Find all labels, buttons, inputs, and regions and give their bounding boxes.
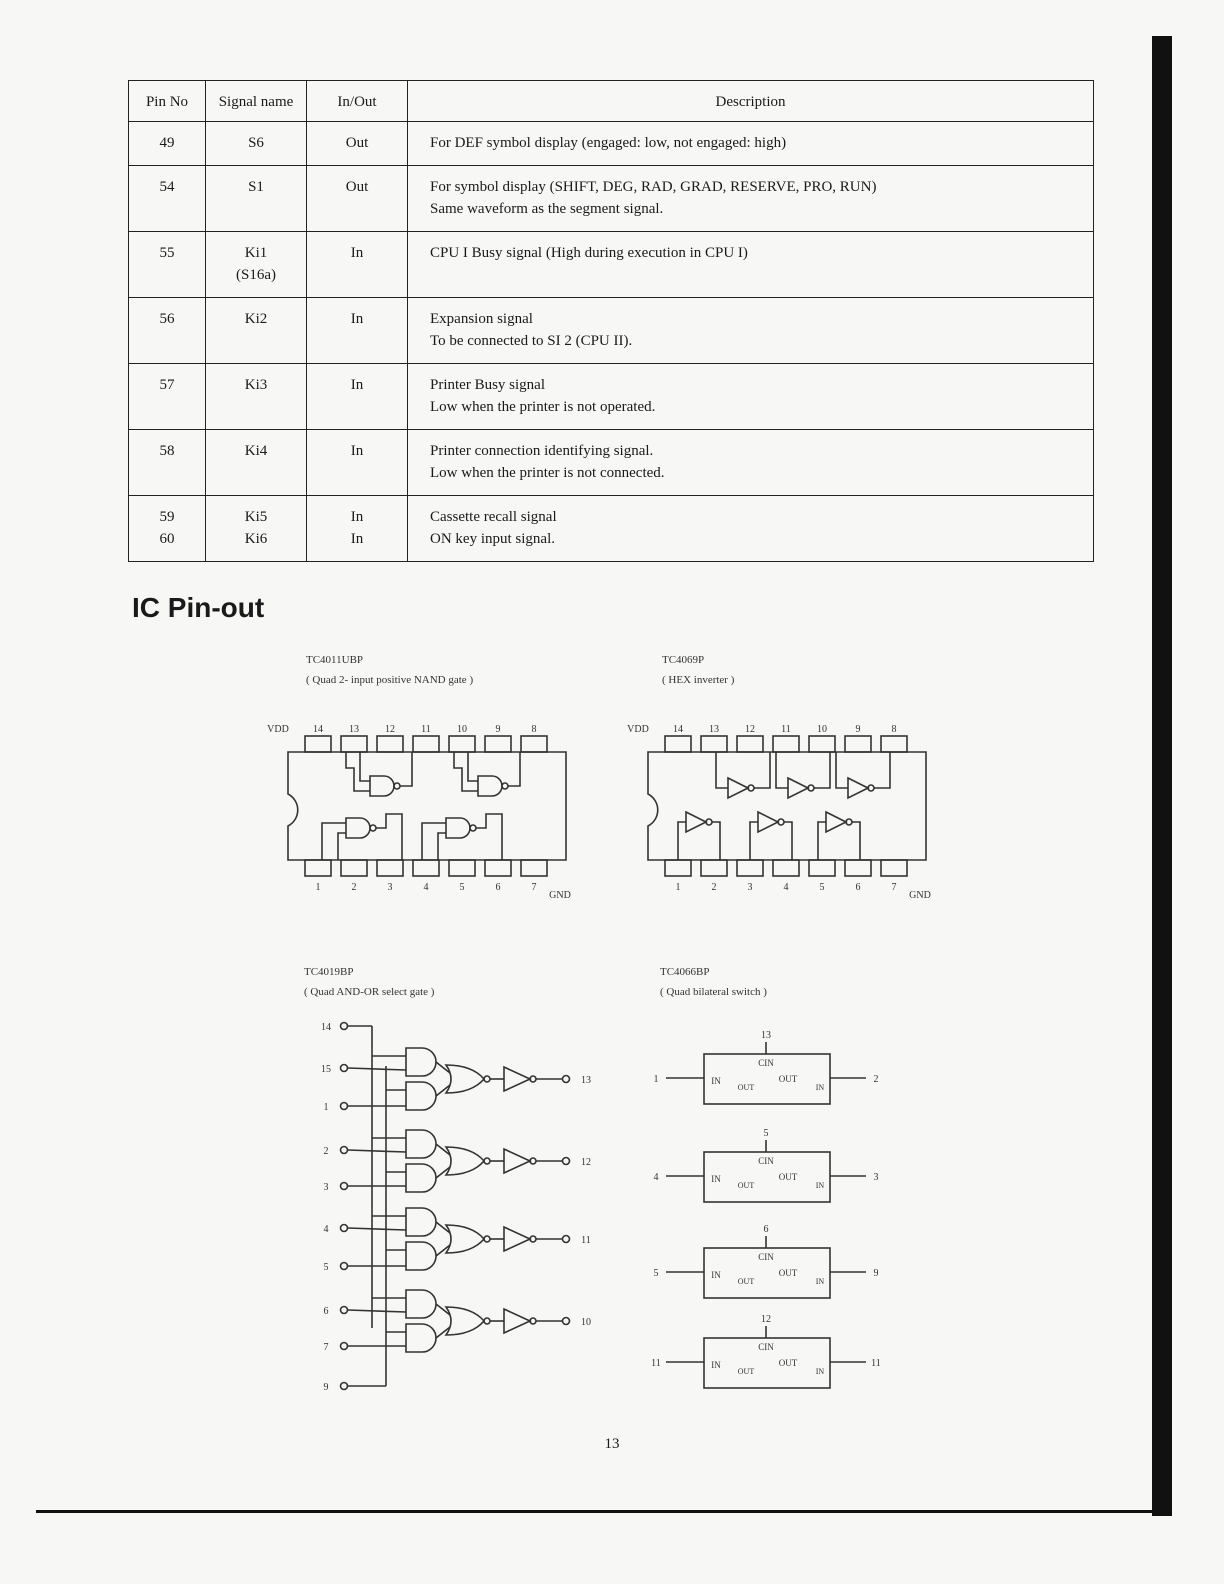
pin-number-top: 9 [855,724,861,735]
pin-number-top: 8 [891,724,897,735]
gnd-label: GND [549,890,571,901]
wire [836,752,848,788]
pin-number-bottom: 5 [819,882,825,893]
cell-text: S1 [248,179,264,195]
ic-label-andor [304,962,434,1002]
cell-signal-name [206,166,307,232]
cell-pin-no [129,364,206,430]
cin-label: CIN [758,1156,774,1166]
pin-number-top: 10 [457,724,467,735]
cell-in-out [307,298,408,364]
header-pin-no: Pin No [129,81,206,122]
wire [346,752,370,791]
input-terminal [341,1307,348,1314]
out-label-right: OUT [778,1268,798,1278]
cell-pin-no [129,232,206,298]
input-terminal [341,1183,348,1190]
ic-part-number: TC4019BP [304,966,354,978]
buffer-inverter [504,1067,530,1091]
table-row [129,232,1094,298]
wire [438,833,446,860]
in-label-right: IN [815,1083,825,1092]
cell-text: In [350,377,364,393]
input-terminal [341,1147,348,1154]
pin-number-top: 13 [709,724,719,735]
cell-description [408,496,1094,562]
nand-pin-top-6 [521,736,547,752]
input-terminal [341,1065,348,1072]
output-pin-label: 10 [581,1317,591,1328]
cell-text: Ki3 [244,377,268,393]
inv-pin-bottom-4 [809,860,835,876]
buffer-inverter [504,1149,530,1173]
pin-number-top: 12 [385,724,395,735]
in-label-right: IN [815,1181,825,1190]
cell-description [408,430,1094,496]
input-wire [348,1150,406,1152]
header-signal-name: Signal name [206,81,307,122]
input-wire [348,1310,406,1312]
and-or-select-diagram [310,1012,610,1402]
pin-number-bottom: 6 [855,882,861,893]
and-gate-a [406,1208,436,1236]
switch-unit [651,1314,881,1388]
ic-package [627,724,931,901]
nand-pin-bottom-5 [485,860,511,876]
pin-number-top: 14 [673,724,683,735]
and-gate-a [406,1048,436,1076]
vdd-label: VDD [267,724,289,735]
cell-text: Printer connection identifying signal. [430,443,654,459]
inv-pin-bottom-3 [773,860,799,876]
pin-number-bottom: 5 [459,882,465,893]
header-description: Description [408,81,1094,122]
inv-pin-bottom-1 [701,860,727,876]
wire [476,814,502,860]
nor-gate [446,1065,484,1093]
input-pin-label: 14 [321,1022,331,1033]
input-pin-label: 6 [323,1306,329,1317]
inverter-gate [686,812,706,832]
nand-pin-top-0 [305,736,331,752]
in-label: IN [711,1076,721,1086]
inverter-gate [826,812,846,832]
pin-number-top: 14 [313,724,323,735]
cell-text: Ki5 [244,509,268,525]
inv-pin-bottom-5 [845,860,871,876]
cell-text: 55 [159,245,175,261]
wire [376,814,402,860]
inverter-gate [758,812,778,832]
switch-unit [654,1030,879,1104]
page-number: 13 [604,1436,620,1452]
input-pin-label: 4 [323,1224,329,1235]
nand-pin-top-3 [413,736,439,752]
cell-text: 59 [159,509,175,525]
input-terminal [341,1343,348,1350]
buffer-inverter [504,1227,530,1251]
cin-label: CIN [758,1058,774,1068]
and-gate-a [406,1130,436,1158]
nand-pin-bottom-0 [305,860,331,876]
table-row [129,122,1094,166]
input-terminal [341,1225,348,1232]
cell-in-out [307,430,408,496]
pin-number-top: 11 [781,724,791,735]
cell-text: In [350,245,364,261]
pin-number-top: 12 [745,724,755,735]
cell-signal-name [206,496,307,562]
ic-part-number: TC4011UBP [306,654,364,666]
out-label-left: OUT [737,1277,755,1286]
output-terminal [563,1076,570,1083]
cell-text: (S16a) [236,267,276,283]
cell-signal-name [206,122,307,166]
control-pin-label: 5 [763,1128,769,1139]
wire [716,752,728,788]
cell-text: ON key input signal. [430,531,555,547]
cell-in-out [307,122,408,166]
ic-part-number: TC4069P [662,654,705,666]
cell-signal-name [206,364,307,430]
wire [322,823,346,860]
cin-label: CIN [758,1252,774,1262]
input-pin-label: 1 [323,1102,329,1113]
table-row [129,364,1094,430]
ic-label-nand [306,650,473,690]
and-gate-b [406,1324,436,1352]
inv-pin-bottom-0 [665,860,691,876]
and-gate-b [406,1164,436,1192]
control-pin-label: 13 [761,1030,771,1041]
output-terminal [563,1158,570,1165]
nand-gate [446,818,470,838]
pin-number-bottom: 2 [351,882,357,893]
cell-text: To be connected to SI 2 (CPU II). [430,333,633,349]
wire [338,833,346,860]
and-gate-b [406,1242,436,1270]
nand-pin-bottom-6 [521,860,547,876]
cell-in-out [307,364,408,430]
cell-text: In [350,531,364,547]
cell-description [408,166,1094,232]
nand-gate-diagram [260,704,590,904]
cell-text: For symbol display (SHIFT, DEG, RAD, GRAD, RESERVE, PRO, RUN) [430,179,877,195]
cell-pin-no [129,298,206,364]
ic-label-switch [660,962,767,1002]
ic-description: ( HEX inverter ) [662,674,735,686]
in-label: IN [711,1360,721,1370]
pin-number-bottom: 6 [495,882,501,893]
cell-in-out [307,232,408,298]
input-pin-label: 15 [321,1064,331,1075]
vdd-label: VDD [627,724,649,735]
cell-signal-name [206,298,307,364]
cell-text: In [350,311,364,327]
nand-pin-top-2 [377,736,403,752]
wire [360,752,370,781]
cell-text: S6 [248,135,264,151]
cell-text: 54 [159,179,175,195]
cell-in-out [307,496,408,562]
input-terminal [341,1383,348,1390]
inversion-bubble [370,825,376,831]
cell-text: Printer Busy signal [430,377,545,393]
right-pin-label: 11 [871,1358,881,1369]
input-terminal [341,1023,348,1030]
wire [400,752,412,786]
out-label-left: OUT [737,1181,755,1190]
wire [454,752,478,791]
cell-in-out [307,166,408,232]
out-label-right: OUT [778,1074,798,1084]
cell-description [408,232,1094,298]
cell-text: 60 [159,531,175,547]
control-pin-label: 6 [763,1224,769,1235]
inv-pin-top-2 [737,736,763,752]
table-row [129,166,1094,232]
inverter-gate [728,778,748,798]
output-terminal [563,1236,570,1243]
inversion-bubble [502,783,508,789]
pin-number-bottom: 3 [747,882,753,893]
section-title: IC Pin-out [132,592,265,623]
cell-text: Out [345,135,369,151]
wire [814,752,830,788]
output-pin-label: 12 [581,1157,591,1168]
package-outline [648,752,926,860]
ic-description: ( Quad 2- input positive NAND gate ) [306,674,474,686]
input-terminal [341,1103,348,1110]
nand-pin-bottom-2 [377,860,403,876]
pin-number-bottom: 7 [891,882,897,893]
left-pin-label: 4 [653,1172,659,1183]
package-outline [288,752,566,860]
cell-text: 57 [159,377,175,393]
input-pin-label: 3 [323,1182,329,1193]
wire [754,752,770,788]
pin-number-bottom: 4 [783,882,789,893]
pin-number-top: 11 [421,724,431,735]
wire [874,752,890,788]
switch-unit [654,1128,879,1202]
cell-text: Same waveform as the segment signal. [430,201,664,217]
buffer-inverter [504,1309,530,1333]
cell-signal-name [206,430,307,496]
cell-text: Low when the printer is not operated. [430,399,656,415]
inversion-bubble [394,783,400,789]
nand-pin-top-1 [341,736,367,752]
wire [508,752,520,786]
inv-pin-top-1 [701,736,727,752]
pin-number-top: 9 [495,724,501,735]
nand-pin-bottom-1 [341,860,367,876]
out-label-right: OUT [778,1172,798,1182]
inverter-diagram [620,704,950,904]
cell-text: Cassette recall signal [430,509,557,525]
cell-pin-no [129,430,206,496]
in-label-right: IN [815,1277,825,1286]
ic-package [267,724,571,901]
cell-pin-no [129,122,206,166]
ic-part-number: TC4066BP [660,966,710,978]
bottom-rule [36,1510,1172,1513]
pin-number-bottom: 4 [423,882,429,893]
output-terminal [563,1318,570,1325]
pin-number-bottom: 2 [711,882,717,893]
inv-pin-top-0 [665,736,691,752]
nand-pin-bottom-3 [413,860,439,876]
nand-pin-top-5 [485,736,511,752]
input-pin-label: 2 [323,1146,329,1157]
wire [776,752,788,788]
nor-gate [446,1147,484,1175]
pin-number-bottom: 1 [675,882,681,893]
cell-text: 58 [159,443,175,459]
in-label: IN [711,1174,721,1184]
cell-text: Ki4 [244,443,268,459]
wire [750,822,758,860]
pin-number-bottom: 1 [315,882,321,893]
output-pin-label: 13 [581,1075,591,1086]
nor-gate [446,1225,484,1253]
wire [678,822,686,860]
control-pin-label: 12 [761,1314,771,1325]
right-pin-label: 2 [873,1074,879,1085]
cin-label: CIN [758,1342,774,1352]
cell-text: In [350,443,364,459]
input-pin-label: 7 [323,1342,329,1353]
signal-table [128,80,1094,562]
out-label-right: OUT [778,1358,798,1368]
and-gate-b [406,1082,436,1110]
ic-label-inverter [662,650,734,690]
ic-description: ( Quad bilateral switch ) [660,986,767,998]
inv-pin-bottom-2 [737,860,763,876]
nand-gate [370,776,394,796]
nand-pin-bottom-4 [449,860,475,876]
out-label-left: OUT [737,1367,755,1376]
pin-number-top: 13 [349,724,359,735]
cell-description [408,298,1094,364]
cell-text: Ki2 [244,311,268,327]
switch-unit [654,1224,879,1298]
cell-description [408,122,1094,166]
inv-pin-bottom-6 [881,860,907,876]
inverter-gate [848,778,868,798]
wire [422,823,446,860]
pin-number-bottom: 7 [531,882,537,893]
cell-signal-name [206,232,307,298]
input-wire [348,1068,406,1070]
left-pin-label: 11 [651,1358,661,1369]
cell-text: Expansion signal [430,311,533,327]
cell-text: Ki6 [244,531,268,547]
and-gate-a [406,1290,436,1318]
output-pin-label: 11 [581,1235,591,1246]
cell-text: Out [345,179,369,195]
input-pin-label: 9 [323,1382,329,1393]
nand-gate [478,776,502,796]
input-terminal [341,1263,348,1270]
cell-text: 49 [159,135,175,151]
in-label: IN [711,1270,721,1280]
pin-number-top: 10 [817,724,827,735]
wire [712,822,720,860]
inv-pin-top-4 [809,736,835,752]
table-row [129,496,1094,562]
nand-gate [346,818,370,838]
in-label-right: IN [815,1367,825,1376]
inverter-gate [788,778,808,798]
cell-text: CPU I Busy signal (High during execution in CPU I) [430,245,748,261]
cell-pin-no [129,496,206,562]
wire [784,822,792,860]
table-header-row [129,81,1094,122]
inv-pin-top-6 [881,736,907,752]
wire [468,752,478,781]
cell-pin-no [129,166,206,232]
cell-text: 56 [159,311,175,327]
ic-description: ( Quad AND-OR select gate ) [304,986,435,998]
inversion-bubble [470,825,476,831]
right-pin-label: 9 [873,1268,879,1279]
table-row [129,430,1094,496]
cell-text: In [350,509,364,525]
inv-pin-top-5 [845,736,871,752]
cell-description [408,364,1094,430]
left-pin-label: 1 [653,1074,659,1085]
nor-gate [446,1307,484,1335]
header-in-out: In/Out [307,81,408,122]
wire [818,822,826,860]
table-row [129,298,1094,364]
pin-number-top: 8 [531,724,537,735]
input-wire [348,1228,406,1230]
page-edge-bar [1152,36,1172,1516]
pin-number-bottom: 3 [387,882,393,893]
inv-pin-top-3 [773,736,799,752]
nand-pin-top-4 [449,736,475,752]
cell-text: Ki1 [244,245,268,261]
input-pin-label: 5 [323,1262,329,1273]
left-pin-label: 5 [653,1268,659,1279]
cell-text: Low when the printer is not connected. [430,465,665,481]
right-pin-label: 3 [873,1172,879,1183]
bilateral-switch-diagram [640,1018,900,1388]
wire [852,822,860,860]
gnd-label: GND [909,890,931,901]
cell-text: For DEF symbol display (engaged: low, not engaged: high) [430,135,787,151]
out-label-left: OUT [737,1083,755,1092]
table-body [129,122,1094,562]
